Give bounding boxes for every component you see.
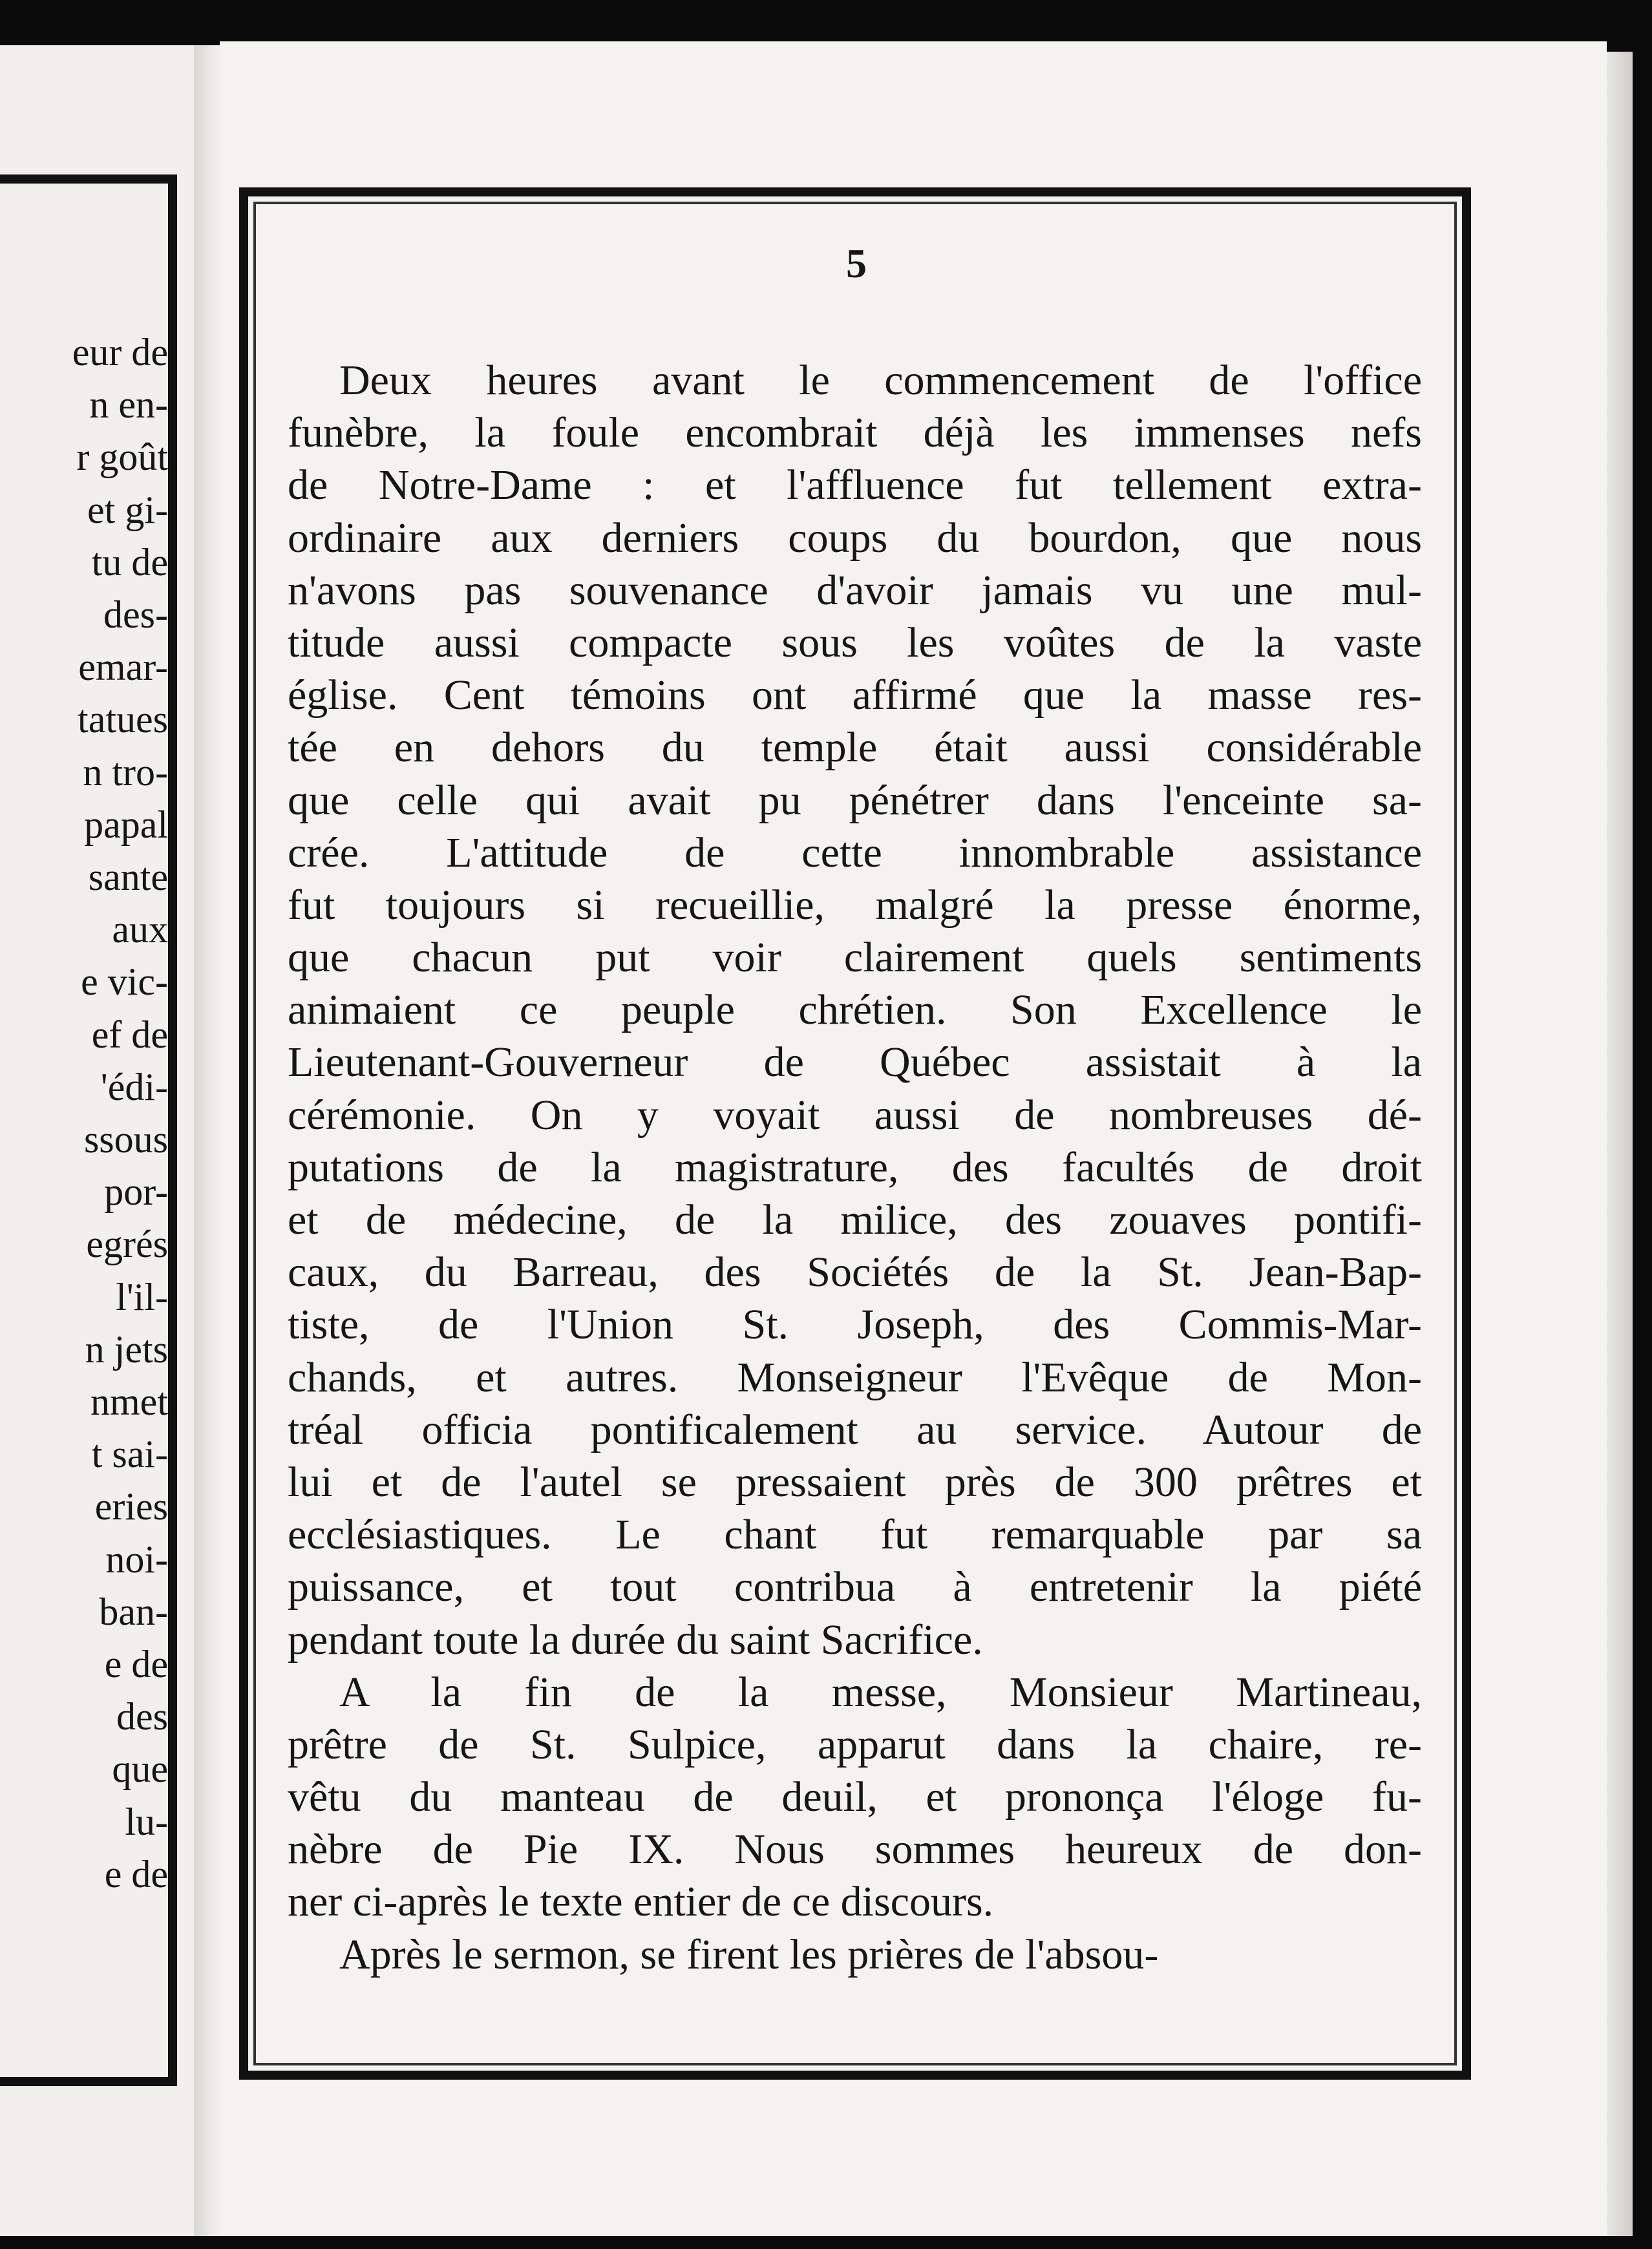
text-line: cérémonie. On y voyait aussi de nombreuses dé- <box>288 1091 1422 1139</box>
left-page-line: por- <box>104 1170 168 1214</box>
text-line: ordinaire aux derniers coups du bourdon, que nous <box>288 514 1422 562</box>
left-page-line: et gi- <box>87 488 168 531</box>
text-line: A la fin de la messe, Monsieur Martineau, <box>339 1668 1422 1716</box>
text-line: caux, du Barreau, des Sociétés de la St. Jean-Bap- <box>288 1249 1422 1296</box>
text-line: Après le sermon, se firent les prières de l'absou- <box>339 1930 1159 1978</box>
left-page-line: tu de <box>91 540 168 584</box>
text-line: tiste, de l'Union St. Joseph, des Commis-Mar- <box>288 1301 1422 1349</box>
page-number: 5 <box>846 240 867 286</box>
left-page-line: aux <box>112 908 168 951</box>
text-line: puissance, et tout contribua à entretenir la piété <box>288 1563 1422 1611</box>
left-page-line: ssous <box>83 1118 168 1161</box>
paragraph <box>288 1928 1422 1981</box>
left-page-line: l'il- <box>116 1275 168 1318</box>
left-page-line: ef de <box>91 1013 168 1056</box>
left-page-line: ban- <box>99 1590 168 1633</box>
left-page-line: e vic- <box>81 960 168 1004</box>
left-page-line: nmet <box>90 1380 168 1423</box>
text-line: vêtu du manteau de deuil, et prononça l'éloge fu- <box>288 1773 1422 1821</box>
text-line: et de médecine, de la milice, des zouaves pontifi- <box>288 1196 1422 1243</box>
text-line: ecclésiastiques. Le chant fut remarquable par sa <box>288 1511 1422 1559</box>
left-page-line: e de <box>104 1643 168 1685</box>
left-page-line: e de <box>104 1852 168 1895</box>
text-line: putations de la magistrature, des facultés de droit <box>288 1143 1422 1191</box>
left-page-line: lu- <box>125 1800 168 1843</box>
text-line: que chacun put voir clairement quels sentiments <box>288 934 1422 982</box>
left-page-line: 'édi- <box>100 1065 168 1108</box>
left-page-line: tatues <box>78 698 168 741</box>
paragraph <box>288 1666 1422 1928</box>
text-line: Deux heures avant le commencement de l'office <box>339 357 1422 404</box>
text-line: n'avons pas souvenance d'avoir jamais vu une mul- <box>288 566 1422 614</box>
text-line: ner ci-après le texte entier de ce discours. <box>288 1878 994 1926</box>
text-line: titude aussi compacte sous les voûtes de la vaste <box>288 618 1422 666</box>
left-page-line: eur de <box>72 331 168 374</box>
text-line: lui et de l'autel se pressaient près de 300 prêtres et <box>288 1458 1422 1506</box>
text-line: prêtre de St. Sulpice, apparut dans la chaire, re- <box>288 1720 1422 1768</box>
text-line: crée. L'attitude de cette innombrable assistance <box>288 829 1422 876</box>
paragraph <box>288 354 1422 1666</box>
page-edge <box>1607 52 1633 2236</box>
left-page-line: des <box>116 1695 168 1738</box>
left-page-line: n tro- <box>83 750 168 794</box>
left-page-line: n en- <box>89 383 168 427</box>
text-line: tée en dehors du temple était aussi considérable <box>288 724 1422 772</box>
text-line: fut toujours si recueillie, malgré la presse énorme, <box>288 881 1422 929</box>
text-line: église. Cent témoins ont affirmé que la masse res- <box>288 671 1422 719</box>
left-page-line: egrés <box>86 1223 168 1266</box>
text-line: chands, et autres. Monseigneur l'Evêque de Mon- <box>288 1353 1422 1401</box>
text-line: funèbre, la foule encombrait déjà les immenses nefs <box>288 409 1422 457</box>
body-text <box>288 354 1422 1981</box>
left-page-line: que <box>112 1747 168 1791</box>
text-line: que celle qui avait pu pénétrer dans l'enceinte sa- <box>288 776 1422 824</box>
left-page-line: emar- <box>78 646 168 689</box>
left-page-line: r goût <box>76 436 168 479</box>
text-line: tréal officia pontificalement au service. Autour de <box>288 1406 1422 1453</box>
left-page-line: des- <box>103 593 168 636</box>
text-line: Lieutenant-Gouverneur de Québec assistait à la <box>288 1039 1422 1086</box>
text-line: animaient ce peuple chrétien. Son Excellence le <box>288 986 1422 1034</box>
left-page-line: eries <box>94 1485 168 1528</box>
left-page <box>0 45 194 2236</box>
left-page-line: t sai- <box>91 1433 168 1476</box>
text-line: nèbre de Pie IX. Nous sommes heureux de don- <box>288 1826 1422 1874</box>
left-page-line: sante <box>88 856 168 898</box>
left-page-line: papal <box>84 803 168 846</box>
left-page-line: n jets <box>85 1327 168 1371</box>
text-line: de Notre-Dame : et l'affluence fut tellement extra- <box>288 461 1422 509</box>
left-page-line: noi- <box>105 1537 168 1581</box>
text-line: pendant toute la durée du saint Sacrifice. <box>288 1616 983 1663</box>
